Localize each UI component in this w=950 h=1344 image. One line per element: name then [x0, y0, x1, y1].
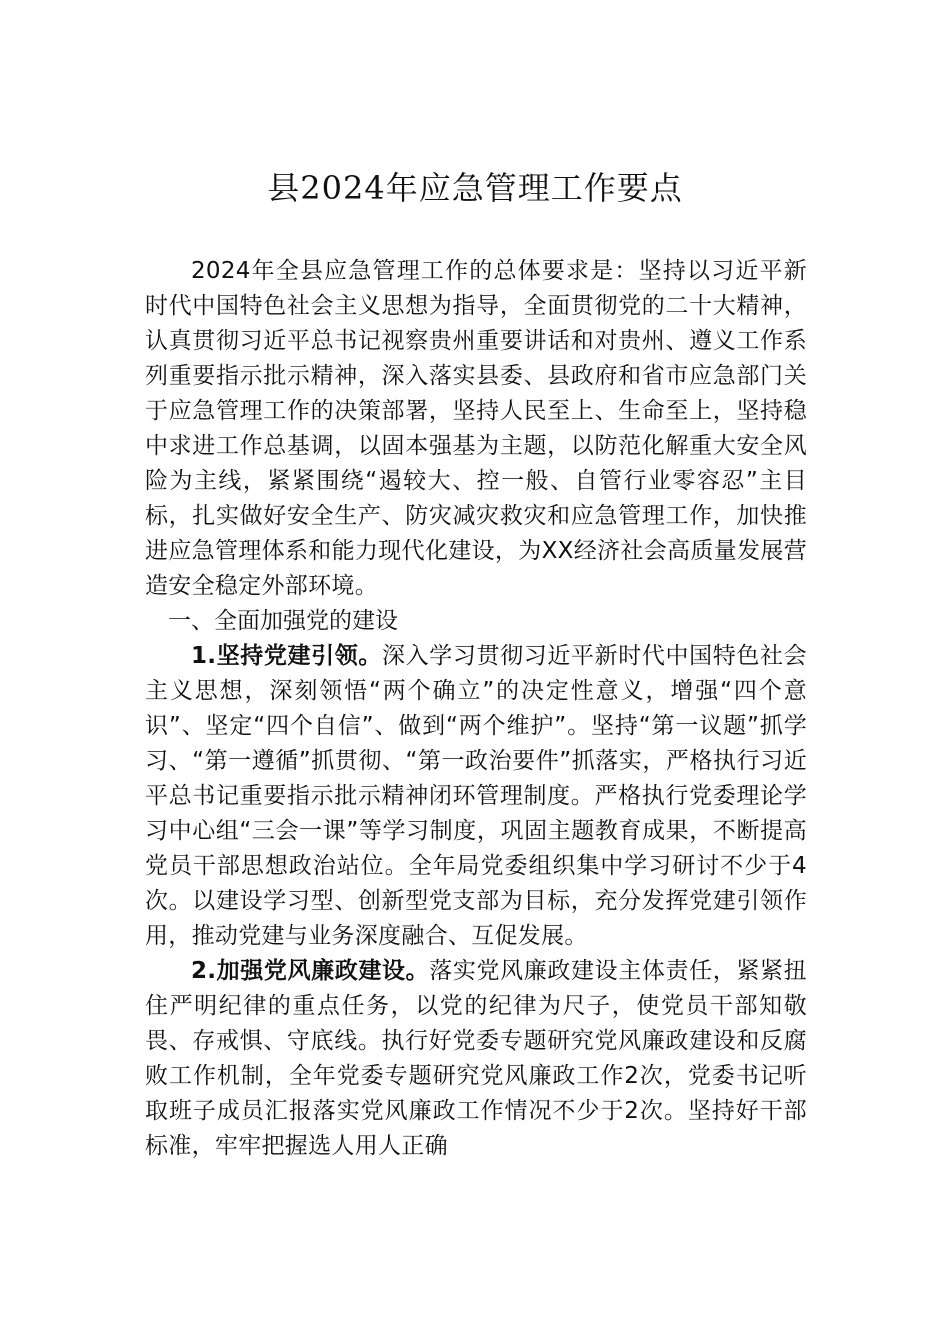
document-title: 县2024年应急管理工作要点	[267, 169, 683, 207]
document-body	[145, 254, 807, 1164]
intro-paragraph: 2024年全县应急管理工作的总体要求是：坚持以习近平新时代中国特色社会主义思想为指导，全面贯彻党的二十大精神，认真贯彻习近平总书记视察贵州重要讲话和对贵州、遵义工作系列重要指示批示精神，深入落实县委、县政府和省市应急部门关于应急管理工作的决策部署，坚持人民至上、生命至上，坚持稳中求进工作总基调，以固本强基为主题，以防范化解重大安全风险为主线，紧紧围绕“遏较大、控一般、自管行业零容忍”主目标，扎实做好安全生产、防灾减灾救灾和应急管理工作，加快推进应急管理体系和能力现代化建设，为XX经济社会高质量发展营造安全稳定外部环境。	[145, 258, 807, 599]
item-2-text: 落实党风廉政建设主体责任，紧紧扭住严明纪律的重点任务，以党的纪律为尺子，使党员干部知敬畏、存戒惧、守底线。执行好党委专题研究党风廉政建设和反腐败工作机制，全年党委专题研究党风廉政工作2次，党委书记听取班子成员汇报落实党风廉政工作情况不少于2次。坚持好干部标准，牢牢把握选人用人正确	[145, 958, 807, 1159]
item-2-paragraph	[145, 954, 807, 1164]
item-1-text: 深入学习贯彻习近平新时代中国特色社会主义思想，深刻领悟“两个确立”的决定性意义，增强“四个意识”、坚定“四个自信”、做到“两个维护”。坚持“第一议题”抓学习、“第一遵循”抓贯彻、“第一政治要件”抓落实，严格执行习近平总书记重要指示批示精神闭环管理制度。严格执行党委理论学习中心组“三会一课”等学习制度，巩固主题教育成果，不断提高党员干部思想政治站位。全年局党委组织集中学习研讨不少于4次。以建设学习型、创新型党支部为目标，充分发挥党建引领作用，推动党建与业务深度融合、互促发展。	[145, 643, 807, 949]
section-heading: 一、全面加强党的建设	[168, 608, 398, 634]
item-1-paragraph	[145, 639, 807, 954]
item-1-heading: 1.坚持党建引领。	[191, 643, 383, 669]
item-2-heading: 2.加强党风廉政建设。	[191, 958, 430, 984]
